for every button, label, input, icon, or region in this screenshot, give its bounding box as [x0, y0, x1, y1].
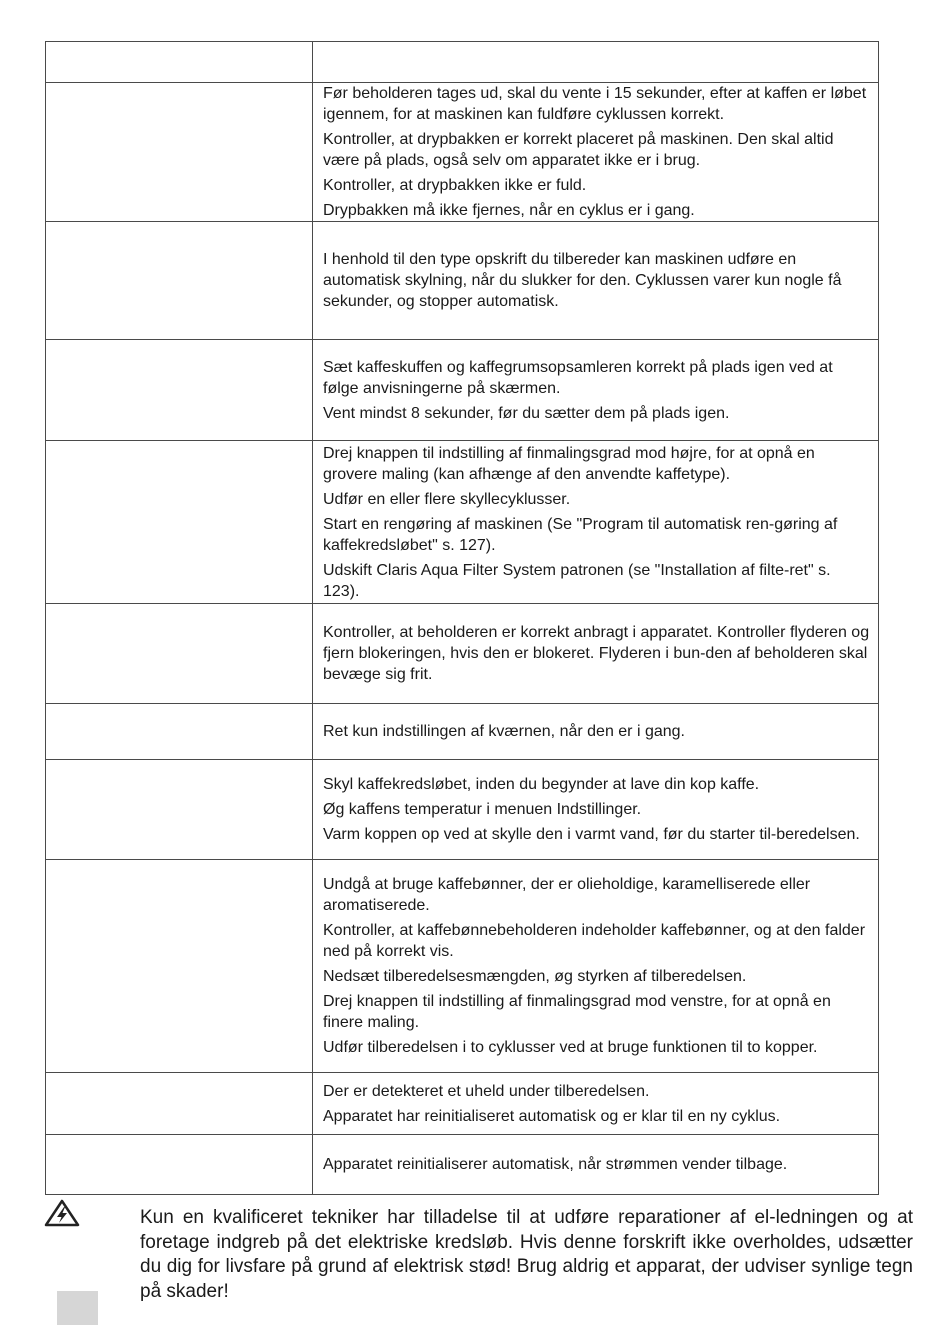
problem-cell [46, 860, 313, 1073]
solution-text: Nedsæt tilberedelsesmængden, øg styrken af tilberedelsen. [323, 968, 747, 985]
solution-cell [313, 441, 879, 604]
solution-text: Ret kun indstillingen af kværnen, når den er i gang. [323, 723, 685, 740]
problem-cell [46, 1073, 313, 1135]
solution-cell [313, 42, 879, 83]
table-row [46, 42, 879, 83]
solution-text: I henhold til den type opskrift du tilbereder kan maskinen udføre en automatisk skylning, når du slukker for den. Cyklussen varer kun nogle få sekunder, og stopper automatisk. [323, 251, 842, 310]
solution-text: Drej knappen til indstilling af finmalingsgrad mod højre, for at opnå en grovere maling (kan afhænge af den anvendte kaffetype). [323, 444, 815, 483]
solution-cell [313, 760, 879, 860]
problem-cell [46, 604, 313, 704]
electric-hazard-icon [44, 1199, 80, 1227]
solution-text: Kontroller, at kaffebønnebeholderen indeholder kaffebønner, og at den falder ned på korrekt vis. [323, 922, 866, 960]
solution-cell [313, 860, 879, 1073]
solution-text: Varm koppen op ved at skylle den i varmt vand, før du starter til-beredelsen. [323, 826, 860, 843]
table-row [46, 83, 879, 222]
problem-cell [46, 760, 313, 860]
table-row [46, 1135, 879, 1195]
solution-text: Kontroller, at drypbakken ikke er fuld. [323, 177, 587, 194]
troubleshooting-table [45, 41, 879, 1195]
solution-cell [313, 83, 879, 222]
solution-text: Start en rengøring af maskinen (Se "Program til automatisk ren-gøring af kaffekredsløbet" s. 127). [323, 515, 838, 554]
problem-cell [46, 340, 313, 441]
table-row [46, 340, 879, 441]
solution-text: Kontroller, at drypbakken er korrekt placeret på maskinen. Den skal altid være på plads, også selv om apparatet ikke er i brug. [323, 131, 834, 169]
problem-cell [46, 441, 313, 604]
solution-cell [313, 340, 879, 441]
page-number-tab [57, 1291, 98, 1325]
problem-cell [46, 704, 313, 760]
table-row [46, 604, 879, 704]
solution-text: Drypbakken må ikke fjernes, når en cyklus er i gang. [323, 202, 695, 219]
solution-cell [313, 1073, 879, 1135]
problem-cell [46, 1135, 313, 1195]
problem-cell [46, 222, 313, 340]
table-row [46, 441, 879, 604]
solution-cell [313, 222, 879, 340]
problem-cell [46, 83, 313, 222]
solution-text: Udfør tilberedelsen i to cyklusser ved at bruge funktionen til to kopper. [323, 1039, 818, 1056]
troubleshooting-table-body [46, 42, 879, 1195]
solution-cell [313, 604, 879, 704]
solution-text: Skyl kaffekredsløbet, inden du begynder at lave din kop kaffe. [323, 776, 760, 793]
solution-text: Før beholderen tages ud, skal du vente i 15 sekunder, efter at kaffen er løbet igennem, for at maskinen kan fuldføre cyklussen korrekt. [323, 85, 867, 123]
table-row [46, 222, 879, 340]
table-row [46, 760, 879, 860]
table-row [46, 860, 879, 1073]
table-row [46, 704, 879, 760]
solution-text: Øg kaffens temperatur i menuen Indstillinger. [323, 801, 642, 818]
solution-text: Apparatet reinitialiserer automatisk, når strømmen vender tilbage. [323, 1156, 788, 1173]
electrical-warning-text: Kun en kvalificeret tekniker har tilladelse til at udføre reparationer af el-ledningen og at foretage indgreb på det elektriske kredsløb. Hvis denne forskrift ikke overholdes, udsætter du dig for livsfare på grund af elektrisk stød! Brug aldrig et apparat, der udviser synlige tegn på skader! [140, 1207, 913, 1302]
solution-text: Vent mindst 8 sekunder, før du sætter dem på plads igen. [323, 404, 730, 422]
solution-text: Apparatet har reinitialiseret automatisk og er klar til en ny cyklus. [323, 1107, 781, 1125]
solution-text: Kontroller, at beholderen er korrekt anbragt i apparatet. Kontroller flyderen og fjern blokeringen, hvis den er blokeret. Flyderen i bun-den af beholderen skal bevæge sig frit. [323, 624, 870, 683]
solution-text: Sæt kaffeskuffen og kaffegrumsopsamleren korrekt på plads igen ved at følge anvisningerne på skærmen. [323, 358, 833, 397]
solution-text: Undgå at bruge kaffebønner, der er olieholdige, karamelliserede eller aromatiserede. [323, 876, 811, 914]
solution-text: Der er detekteret et uheld under tilberedelsen. [323, 1082, 650, 1100]
solution-cell [313, 704, 879, 760]
solution-text: Udfør en eller flere skyllecyklusser. [323, 490, 571, 508]
table-row [46, 1073, 879, 1135]
problem-cell [46, 42, 313, 83]
solution-text: Udskift Claris Aqua Filter System patronen (se "Installation af filte-ret" s. 123). [323, 561, 831, 600]
solution-cell [313, 1135, 879, 1195]
solution-text: Drej knappen til indstilling af finmalingsgrad mod venstre, for at opnå en finere maling. [323, 993, 831, 1031]
